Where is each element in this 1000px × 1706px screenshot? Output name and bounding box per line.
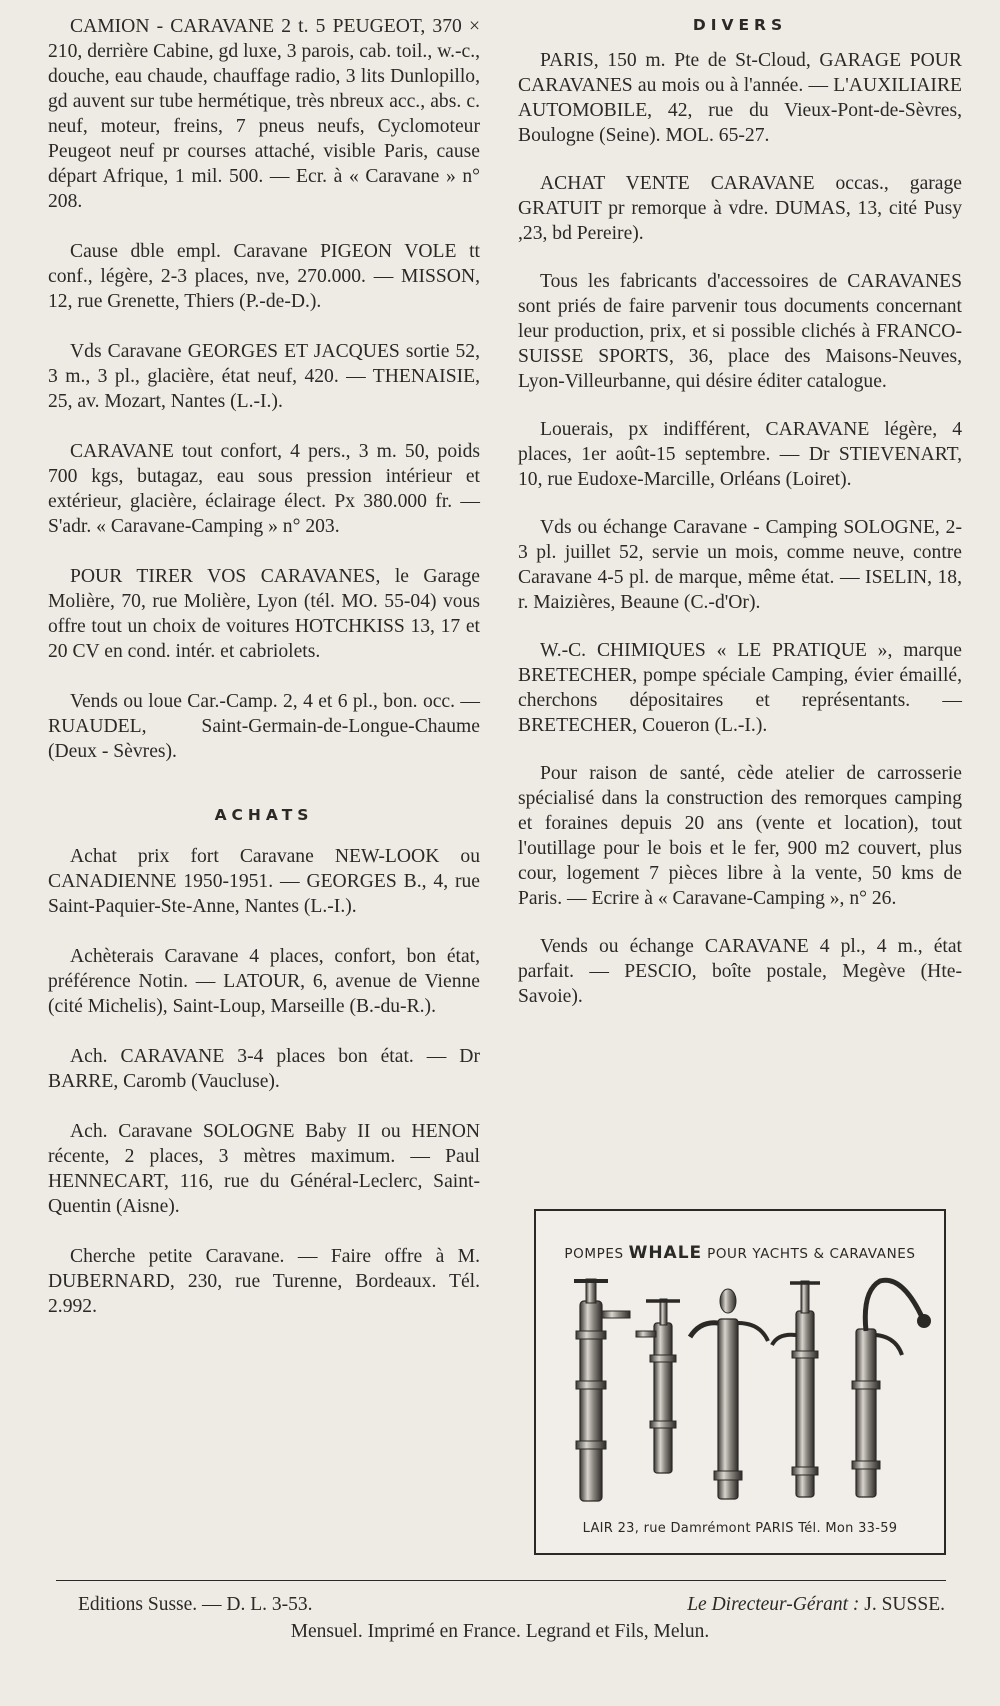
pump-icon xyxy=(690,1289,768,1499)
pump-ad-suffix: POUR YACHTS & CARAVANES xyxy=(707,1246,916,1262)
footer-director-name: J. SUSSE. xyxy=(864,1594,945,1615)
pump-icon xyxy=(852,1280,931,1497)
classified-ad: CARAVANE tout confort, 4 pers., 3 m. 50, poids 700 kgs, butagaz, eau sous pression intérieur et extérieur, glacière, éclairage élect. Px 380.000 fr. — S'adr. « Caravane-Camping » n° 203. xyxy=(48,441,480,537)
classified-ad: Cause dble empl. Caravane PIGEON VOLE tt conf., légère, 2-3 places, nve, 270.000. — MISSON, 12, rue Grenette, Thiers (P.-de-D.). xyxy=(48,241,480,312)
left-column xyxy=(48,14,480,1344)
pump-icon xyxy=(636,1299,680,1473)
pumps-illustration xyxy=(550,1271,934,1511)
pump-ad-prefix: POMPES xyxy=(564,1246,624,1262)
classified-ad: W.-C. CHIMIQUES « LE PRATIQUE », marque BRETECHER, pompe spéciale Camping, évier émaillé, cherchons dépositaires et représentants. — BRETECHER, Coueron (L.-I.). xyxy=(518,640,962,736)
achats-heading: ACHATS xyxy=(214,806,314,824)
divers-heading: DIVERS xyxy=(692,16,788,34)
right-column xyxy=(518,14,962,1032)
pump-ad-title xyxy=(536,1243,944,1263)
classified-ad: Achèterais Caravane 4 places, confort, bon état, préférence Notin. — LATOUR, 6, avenue de Vienne (cité Michelis), Saint-Loup, Marseille (B.-du-R.). xyxy=(48,946,480,1017)
classified-ad: Ach. Caravane SOLOGNE Baby II ou HENON récente, 2 places, 3 mètres maximum. — Paul HENNECART, 116, rue du Général-Leclerc, Saint-Quentin (Aisne). xyxy=(48,1121,480,1217)
classified-ad: Achat prix fort Caravane NEW-LOOK ou CANADIENNE 1950-1951. — GEORGES B., 4, rue Saint-Paquier-Ste-Anne, Nantes (L.-I.). xyxy=(48,846,480,917)
pump-ad-address: LAIR 23, rue Damrémont PARIS Tél. Mon 33-59 xyxy=(582,1521,898,1536)
pump-icon xyxy=(772,1281,820,1497)
classified-ad: Ach. CARAVANE 3-4 places bon état. — Dr BARRE, Caromb (Vaucluse). xyxy=(48,1046,480,1092)
classified-ad: Vends ou loue Car.-Camp. 2, 4 et 6 pl., bon. occ. — RUAUDEL, Saint-Germain-de-Longue-Chaume (Deux - Sèvres). xyxy=(48,691,480,762)
classified-ad: Tous les fabricants d'accessoires de CARAVANES sont priés de faire parvenir tous documents concernant leur production, prix, et si possible clichés à FRANCO-SUISSE SPORTS, 36, place des Maisons-Neuves, Lyon-Villeurbanne, qui désire éditer catalogue. xyxy=(518,271,962,392)
classified-ad: Vends ou échange CARAVANE 4 pl., 4 m., état parfait. — PESCIO, boîte postale, Megève (Hte-Savoie). xyxy=(518,936,962,1007)
footer-director-title: Le Directeur-Gérant : xyxy=(687,1594,860,1615)
whale-pump-advertisement xyxy=(534,1209,946,1555)
classified-ad: Vds Caravane GEORGES ET JACQUES sortie 52, 3 m., 3 pl., glacière, état neuf, 420. — THENAISIE, 25, av. Mozart, Nantes (L.-I.). xyxy=(48,341,480,412)
classified-ad: Louerais, px indifférent, CARAVANE légère, 4 places, 1er août-15 septembre. — Dr STIEVENART, 10, rue Eudoxe-Marcille, Orléans (Loiret). xyxy=(518,419,962,490)
classified-ad: POUR TIRER VOS CARAVANES, le Garage Molière, 70, rue Molière, Lyon (tél. MO. 55-04) vous offre tout un choix de voitures HOTCHKISS 13, 17 et 20 CV en cond. intér. et cabriolets. xyxy=(48,566,480,662)
classified-ad: PARIS, 150 m. Pte de St-Cloud, GARAGE POUR CARAVANES au mois ou à l'année. — L'AUXILIAIRE AUTOMOBILE, 42, rue du Vieux-Pont-de-Sèvres, Boulogne (Seine). MOL. 65-27. xyxy=(518,50,962,146)
classified-ad: Cherche petite Caravane. — Faire offre à M. DUBERNARD, 230, rue Turenne, Bordeaux. Tél. 2.992. xyxy=(48,1246,480,1317)
pump-ad-brand: WHALE xyxy=(628,1243,703,1263)
footer-printer: Mensuel. Imprimé en France. Legrand et Fils, Melun. xyxy=(290,1621,710,1642)
classified-ad: CAMION - CARAVANE 2 t. 5 PEUGEOT, 370 × 210, derrière Cabine, gd luxe, 3 parois, cab. toil., w.-c., douche, eau chaude, chauffage radio, 3 lits Dunlopillo, gd auvent sur tube hermétique, très nbreux acc., abs. c. neuf, moteur, freins, 7 pneus neufs, Cyclomoteur Peugeot neuf pr courses attaché, visible Paris, cause départ Afrique, 1 mil. 500. — Ecr. à « Caravane » n° 208. xyxy=(48,16,480,212)
footer-director xyxy=(687,1593,945,1617)
classified-ad: ACHAT VENTE CARAVANE occas., garage GRATUIT pr remorque à vdre. DUMAS, 13, cité Pusy ,23, bd Pereire). xyxy=(518,173,962,244)
classified-ad: Vds ou échange Caravane - Camping SOLOGNE, 2-3 pl. juillet 52, servie un mois, comme neuve, contre Caravane 4-5 pl. de marque, même état. — ISELIN, 18, r. Maizières, Beaune (C.-d'Or). xyxy=(518,517,962,613)
footer-publisher: Editions Susse. — D. L. 3-53. xyxy=(78,1594,313,1615)
footer-divider xyxy=(56,1580,946,1581)
pump-icon xyxy=(574,1279,630,1501)
classified-ad: Pour raison de santé, cède atelier de carrosserie spécialisé dans la construction des remorques camping et foraines depuis 20 ans (vente et location), tout l'outillage pour le bois et le fer, 900 m2 couvert, plus cour, logement 7 pièces libre à la vente, 50 kms de Paris. — Ecrire à « Caravane-Camping », n° 26. xyxy=(518,763,962,909)
